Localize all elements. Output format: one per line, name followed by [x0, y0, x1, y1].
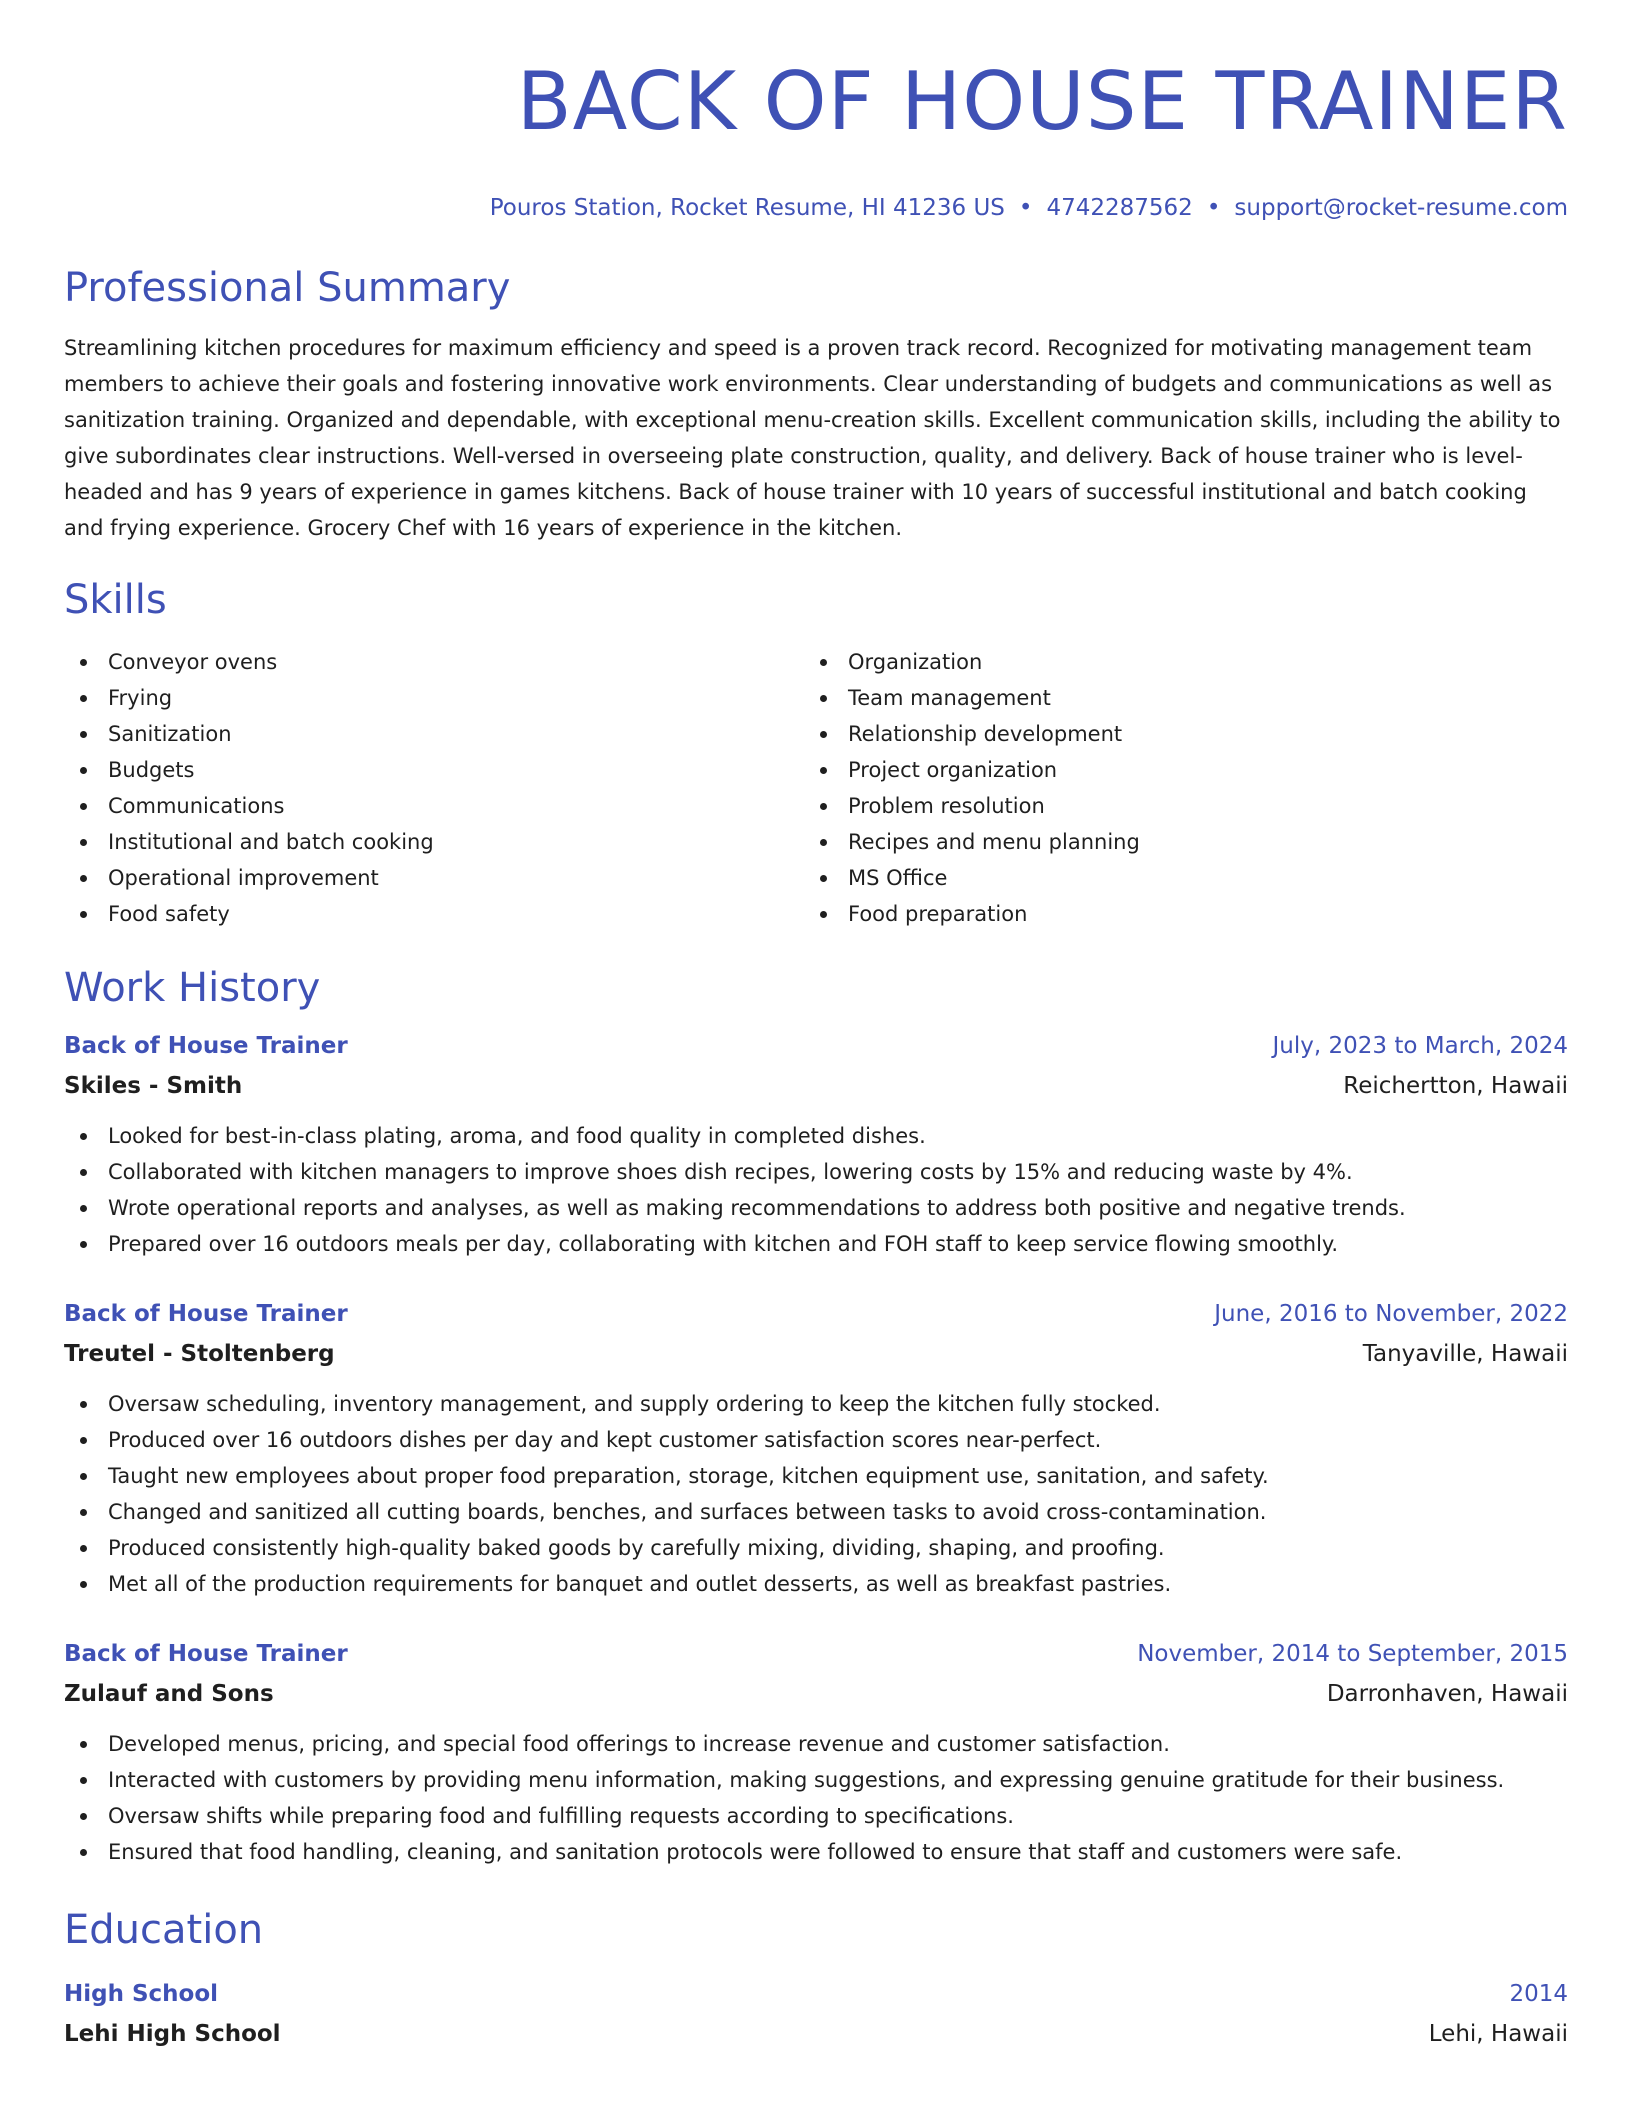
job-duty: Taught new employees about proper food preparation, storage, kitchen equipment use, sanitation, and safety. — [64, 1458, 1568, 1494]
job-dates: June, 2016 to November, 2022 — [1214, 1301, 1568, 1327]
skill-item: Communications — [64, 788, 804, 824]
skill-item: Conveyor ovens — [64, 644, 804, 680]
skills-heading: Skills — [64, 577, 167, 623]
job-duty: Produced consistently high-quality baked goods by carefully mixing, dividing, shaping, and proofing. — [64, 1530, 1568, 1566]
resume-name: BACK OF HOUSE TRAINER — [516, 55, 1568, 148]
summary-heading: Professional Summary — [64, 265, 511, 311]
work-history-heading: Work History — [64, 965, 321, 1011]
skills-column-left — [64, 644, 804, 932]
education-location: Lehi, Hawaii — [1428, 2021, 1568, 2047]
job-title: Back of House Trainer — [64, 1033, 348, 1059]
skill-item: Recipes and menu planning — [804, 824, 1544, 860]
job-duty: Ensured that food handling, cleaning, and sanitation protocols were followed to ensure that staff and customers were safe. — [64, 1834, 1568, 1870]
education-heading: Education — [64, 1907, 264, 1953]
job-duty: Interacted with customers by providing menu information, making suggestions, and expressing genuine gratitude for their business. — [64, 1762, 1568, 1798]
skills-column-right — [804, 644, 1544, 932]
job-title: Back of House Trainer — [64, 1301, 348, 1327]
education-year: 2014 — [1509, 1981, 1568, 2007]
job-duty: Oversaw scheduling, inventory management, and supply ordering to keep the kitchen fully stocked. — [64, 1386, 1568, 1422]
job-duty: Prepared over 16 outdoors meals per day, collaborating with kitchen and FOH staff to keep service flowing smoothly. — [64, 1226, 1568, 1262]
job-duty: Met all of the production requirements for banquet and outlet desserts, as well as breakfast pastries. — [64, 1566, 1568, 1602]
job-duty: Wrote operational reports and analyses, as well as making recommendations to address both positive and negative trends. — [64, 1190, 1568, 1226]
contact-line — [64, 192, 1568, 224]
job-duty: Collaborated with kitchen managers to improve shoes dish recipes, lowering costs by 15% and reducing waste by 4%. — [64, 1154, 1568, 1190]
skill-item: Budgets — [64, 752, 804, 788]
education-entry — [64, 1976, 1568, 2052]
summary-text: Streamlining kitchen procedures for maximum efficiency and speed is a proven track record. Recognized for motivating management team members to achieve their goals and fostering innovative work environments. Clear understanding of budgets and communications as well as sanitization training. Organized and dependable, with exceptional menu-creation skills. Excellent communication skills, including the ability to give subordinates clear instructions. Well-versed in overseeing plate construction, quality, and delivery. Back of house trainer who is level-headed and has 9 years of experience in games kitchens. Back of house trainer with 10 years of successful institutional and batch cooking and frying experience. Grocery Chef with 16 years of experience in the kitchen. — [64, 336, 1561, 540]
skill-item: Organization — [804, 644, 1544, 680]
job-dates: November, 2014 to September, 2015 — [1137, 1641, 1568, 1667]
job-duties — [64, 1118, 1568, 1262]
job-duties — [64, 1386, 1568, 1602]
job-location: Darronhaven, Hawaii — [1326, 1681, 1568, 1707]
job-duty: Looked for best-in-class plating, aroma, and food quality in completed dishes. — [64, 1118, 1568, 1154]
job-employer: Treutel - Stoltenberg — [64, 1341, 335, 1367]
job-title: Back of House Trainer — [64, 1641, 348, 1667]
job-location: Tanyaville, Hawaii — [1362, 1341, 1568, 1367]
contact-separator: • — [1206, 195, 1221, 221]
education-school: Lehi High School — [64, 2021, 281, 2047]
job-duty: Oversaw shifts while preparing food and fulfilling requests according to specifications. — [64, 1798, 1568, 1834]
contact-separator: • — [1018, 195, 1033, 221]
job-entry — [64, 1296, 1568, 1602]
job-employer: Zulauf and Sons — [64, 1681, 274, 1707]
skill-item: Operational improvement — [64, 860, 804, 896]
job-entry — [64, 1636, 1568, 1870]
job-duty: Developed menus, pricing, and special food offerings to increase revenue and customer satisfaction. — [64, 1726, 1568, 1762]
skill-item: Sanitization — [64, 716, 804, 752]
skill-item: Food safety — [64, 896, 804, 932]
skill-item: Food preparation — [804, 896, 1544, 932]
skill-item: MS Office — [804, 860, 1544, 896]
job-duty: Produced over 16 outdoors dishes per day and kept customer satisfaction scores near-perfect. — [64, 1422, 1568, 1458]
skill-item: Relationship development — [804, 716, 1544, 752]
job-dates: July, 2023 to March, 2024 — [1272, 1033, 1568, 1059]
job-duties — [64, 1726, 1568, 1870]
skills-list — [64, 644, 1568, 932]
skill-item: Problem resolution — [804, 788, 1544, 824]
education-degree: High School — [64, 1981, 219, 2007]
skill-item: Institutional and batch cooking — [64, 824, 804, 860]
contact-address: Pouros Station, Rocket Resume, HI 41236 US — [489, 195, 1005, 221]
contact-phone: 4742287562 — [1046, 195, 1193, 221]
job-duty: Changed and sanitized all cutting boards, benches, and surfaces between tasks to avoid cross-contamination. — [64, 1494, 1568, 1530]
job-entry — [64, 1028, 1568, 1262]
skill-item: Team management — [804, 680, 1544, 716]
job-location: Reichertton, Hawaii — [1343, 1073, 1568, 1099]
job-employer: Skiles - Smith — [64, 1073, 243, 1099]
contact-email: support@rocket-resume.com — [1234, 195, 1568, 221]
skill-item: Frying — [64, 680, 804, 716]
skill-item: Project organization — [804, 752, 1544, 788]
